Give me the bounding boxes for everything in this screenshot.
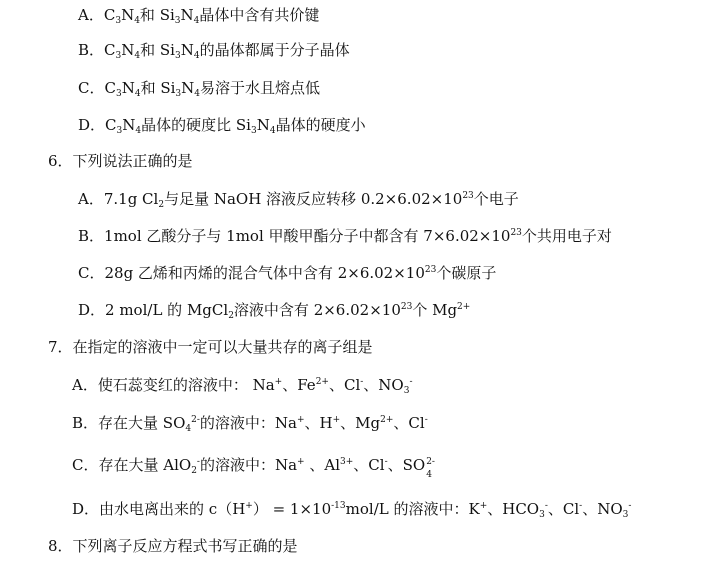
q6-option-a: A．7.1g $Cl_2$与足量 NaOH 溶液反应转移 $0.2\times 6.02\times 10^{23}$个电子 bbox=[78, 190, 519, 210]
q7-option-c: C．存在大量 AlO$_2$-的溶液中：Na+ 、$Al^{3+}$、Cl-、SO 2- 4 bbox=[72, 456, 435, 480]
q6-option-d: D．2 mol/L 的 MgCl$_2$溶液中含有 $2\times 6.02\times 10^{23}$个 $Mg^{2+}$ bbox=[78, 301, 471, 321]
so4-charge-stack: 2- 4 bbox=[426, 457, 435, 480]
q7-option-b: B．存在大量 $SO_4^{2-}$的溶液中：Na+、H+、$Mg^{2+}$、Cl- bbox=[72, 414, 428, 434]
q6-option-b: B．1mol 乙酸分子与 1mol 甲酸甲酯分子中都含有 $7\times 6.02\times 10^{23}$个共用电子对 bbox=[78, 227, 612, 245]
q5-option-b: B．$C_3N_4$和 $Si_3N_4$的晶体都属于分子晶体 bbox=[78, 41, 350, 61]
q6-stem: 6．下列说法正确的是 bbox=[48, 152, 193, 170]
q5-option-c: C．$C_3N_4$和 $Si_3N_4$易溶于水且熔点低 bbox=[78, 79, 321, 99]
q5-option-a: A．$C_3N_4$和 $Si_3N_4$晶体中含有共价键 bbox=[78, 6, 320, 26]
q7-option-d: D．由水电离出来的 $c(H^+) = 1\times 10^{-13}mol/L$ 的溶液中：K+、$HCO_3^-$、Cl-、$NO_3^-$ bbox=[72, 500, 632, 520]
q7-option-a: A．使石蕊变红的溶液中： Na+、$Fe^{2+}$、Cl-、$NO_3^-$ bbox=[72, 376, 413, 396]
q6-option-c: C．28g 乙烯和丙烯的混合气体中含有 $2\times 6.02\times 10^{23}$个碳原子 bbox=[78, 264, 497, 282]
q5-option-d: D．$C_3N_4$晶体的硬度比 $Si_3N_4$晶体的硬度小 bbox=[78, 116, 366, 136]
q7-stem: 7．在指定的溶液中一定可以大量共存的离子组是 bbox=[48, 338, 373, 356]
q8-stem: 8．下列离子反应方程式书写正确的是 bbox=[48, 537, 298, 555]
